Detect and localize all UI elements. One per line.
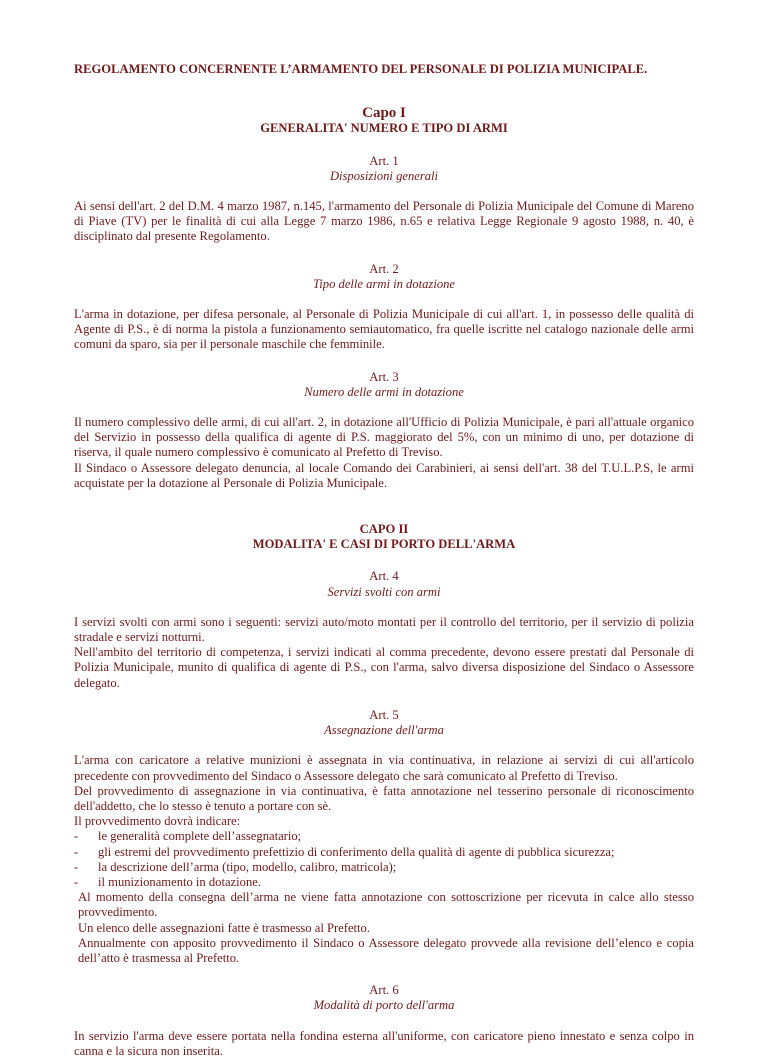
document-page [74,52,694,1059]
art-5-paragraph-6: Annualmente con apposito provvedimento il Sindaco o Assessore delegato provvede alla revisione dell’elenco e copia dell’atto è trasmessa al Prefetto. [78,935,694,965]
art-5-name: Assegnazione dell'arma [324,723,444,738]
list-item: - la descrizione dell’arma (tipo, modello, calibro, matricola); [74,860,694,875]
art-5-text [74,753,694,966]
art-5-paragraph-2: Del provvedimento di assegnazione in via continuativa, è fatta annotazione nel tesserino personale di riconoscimento dell'addetto, che lo stesso è tenuto a portare con sè. [74,783,694,813]
art-4-name: Servizi svolti con armi [327,584,441,599]
art-1-paragraph: Ai sensi dell'art. 2 del D.M. 4 marzo 1987, n.145, l'armamento del Personale di Polizia Municipale del Comune di Mareno di Piave (TV) per le finalità di cui alla Legge 7 marzo 1986, n.65 e relativa Legge Regionale 9 agosto 1988, n. 40, è disciplinato dal presente Regolamento. [74,199,694,244]
art-1-name: Disposizioni generali [329,168,439,183]
capo-2-label: CAPO II [359,522,409,537]
art-5-paragraph-4: Al momento della consegna dell’arma ne viene fatta annotazione con sottoscrizione per ricevuta in calce allo stesso provvedimento. [78,890,694,920]
art-1-number: Art. 1 [369,153,399,168]
art-3-paragraph-2: Il Sindaco o Assessore delegato denuncia, al locale Comando dei Carabinieri, ai sensi dell'art. 38 del T.U.L.P.S, le armi acquistate per la dotazione al Personale di Polizia Municipale. [74,460,694,490]
art-6-name: Modalità di porto dell'arma [313,998,455,1013]
capo-1-subtitle: GENERALITA' NUMERO E TIPO DI ARMI [260,121,508,136]
capo-1-label: Capo I [362,105,406,122]
art-4-paragraph-1: I servizi svolti con armi sono i seguenti: servizi auto/moto montati per il controllo del territorio, per il servizio di polizia stradale e servizi notturni. [74,614,694,645]
list-item: - il munizionamento in dotazione. [74,875,694,890]
art-4-number: Art. 4 [369,569,399,584]
art-4-text [74,615,694,691]
art-6-number: Art. 6 [369,983,399,998]
art-2-paragraph: L'arma in dotazione, per difesa personale, al Personale di Polizia Municipale di cui all'art. 1, in possesso delle qualità di Agente di P.S., è di norma la pistola a funzionamento semiautomatico, fra quelle iscritte nel catalogo nazionale delle armi comuni da sparo, sia per il personale maschile che femminile. [74,307,694,352]
list-item: - gli estremi del provvedimento prefettizio di conferimento della qualità di agente di pubblica sicurezza; [74,845,694,860]
art-5-list [74,829,694,890]
art-2-number: Art. 2 [369,261,399,276]
art-5-paragraph-1: L'arma con caricatore a relative munizioni è assegnata in via continuativa, in relazione ai servizi di cui all'articolo precedente con provvedimento del Sindaco o Assessore delegato che sarà comunicato al Prefetto di Treviso. [74,753,694,783]
art-3-paragraph-1: Il numero complessivo delle armi, di cui all'art. 2, in dotazione all'Ufficio di Polizia Municipale, è pari all'attuale organico del Servizio in possesso della qualifica di agente di P.S. maggiorato del 5%, con un minimo di uno, per dotazione di riserva, il quale numero complessivo è comunicato al Prefetto di Treviso. [74,415,694,460]
art-3-name: Numero delle armi in dotazione [304,384,464,399]
art-3-number: Art. 3 [369,369,399,384]
list-item: - le generalità complete dell’assegnatario; [74,829,694,844]
art-5-number: Art. 5 [369,707,399,722]
art-5-paragraph-5: Un elenco delle assegnazioni fatte è trasmesso al Prefetto. [78,920,370,935]
art-3-text [74,415,694,491]
art-2-text [74,307,694,353]
art-5-paragraph-3: Il provvedimento dovrà indicare: [74,814,241,829]
art-1-text [74,199,694,245]
capo-2-subtitle: MODALITA' E CASI DI PORTO DELL'ARMA [252,537,516,552]
art-4-paragraph-2: Nell'ambito del territorio di competenza, i servizi indicati al comma precedente, devono essere prestati dal Personale di Polizia Municipale, munito di qualifica di agente di P.S., con l'arma, salvo diversa disposizione del Sindaco o Assessore delegato. [74,645,694,690]
art-6-text [74,1029,694,1059]
art-2-name: Tipo delle armi in dotazione [312,276,456,291]
art-6-paragraph: In servizio l'arma deve essere portata nella fondina esterna all'uniforme, con caricatore pieno innestato e senza colpo in canna e la sicura non inserita. [74,1028,694,1058]
document-title: REGOLAMENTO CONCERNENTE L’ARMAMENTO DEL PERSONALE DI POLIZIA MUNICIPALE. [74,62,648,76]
